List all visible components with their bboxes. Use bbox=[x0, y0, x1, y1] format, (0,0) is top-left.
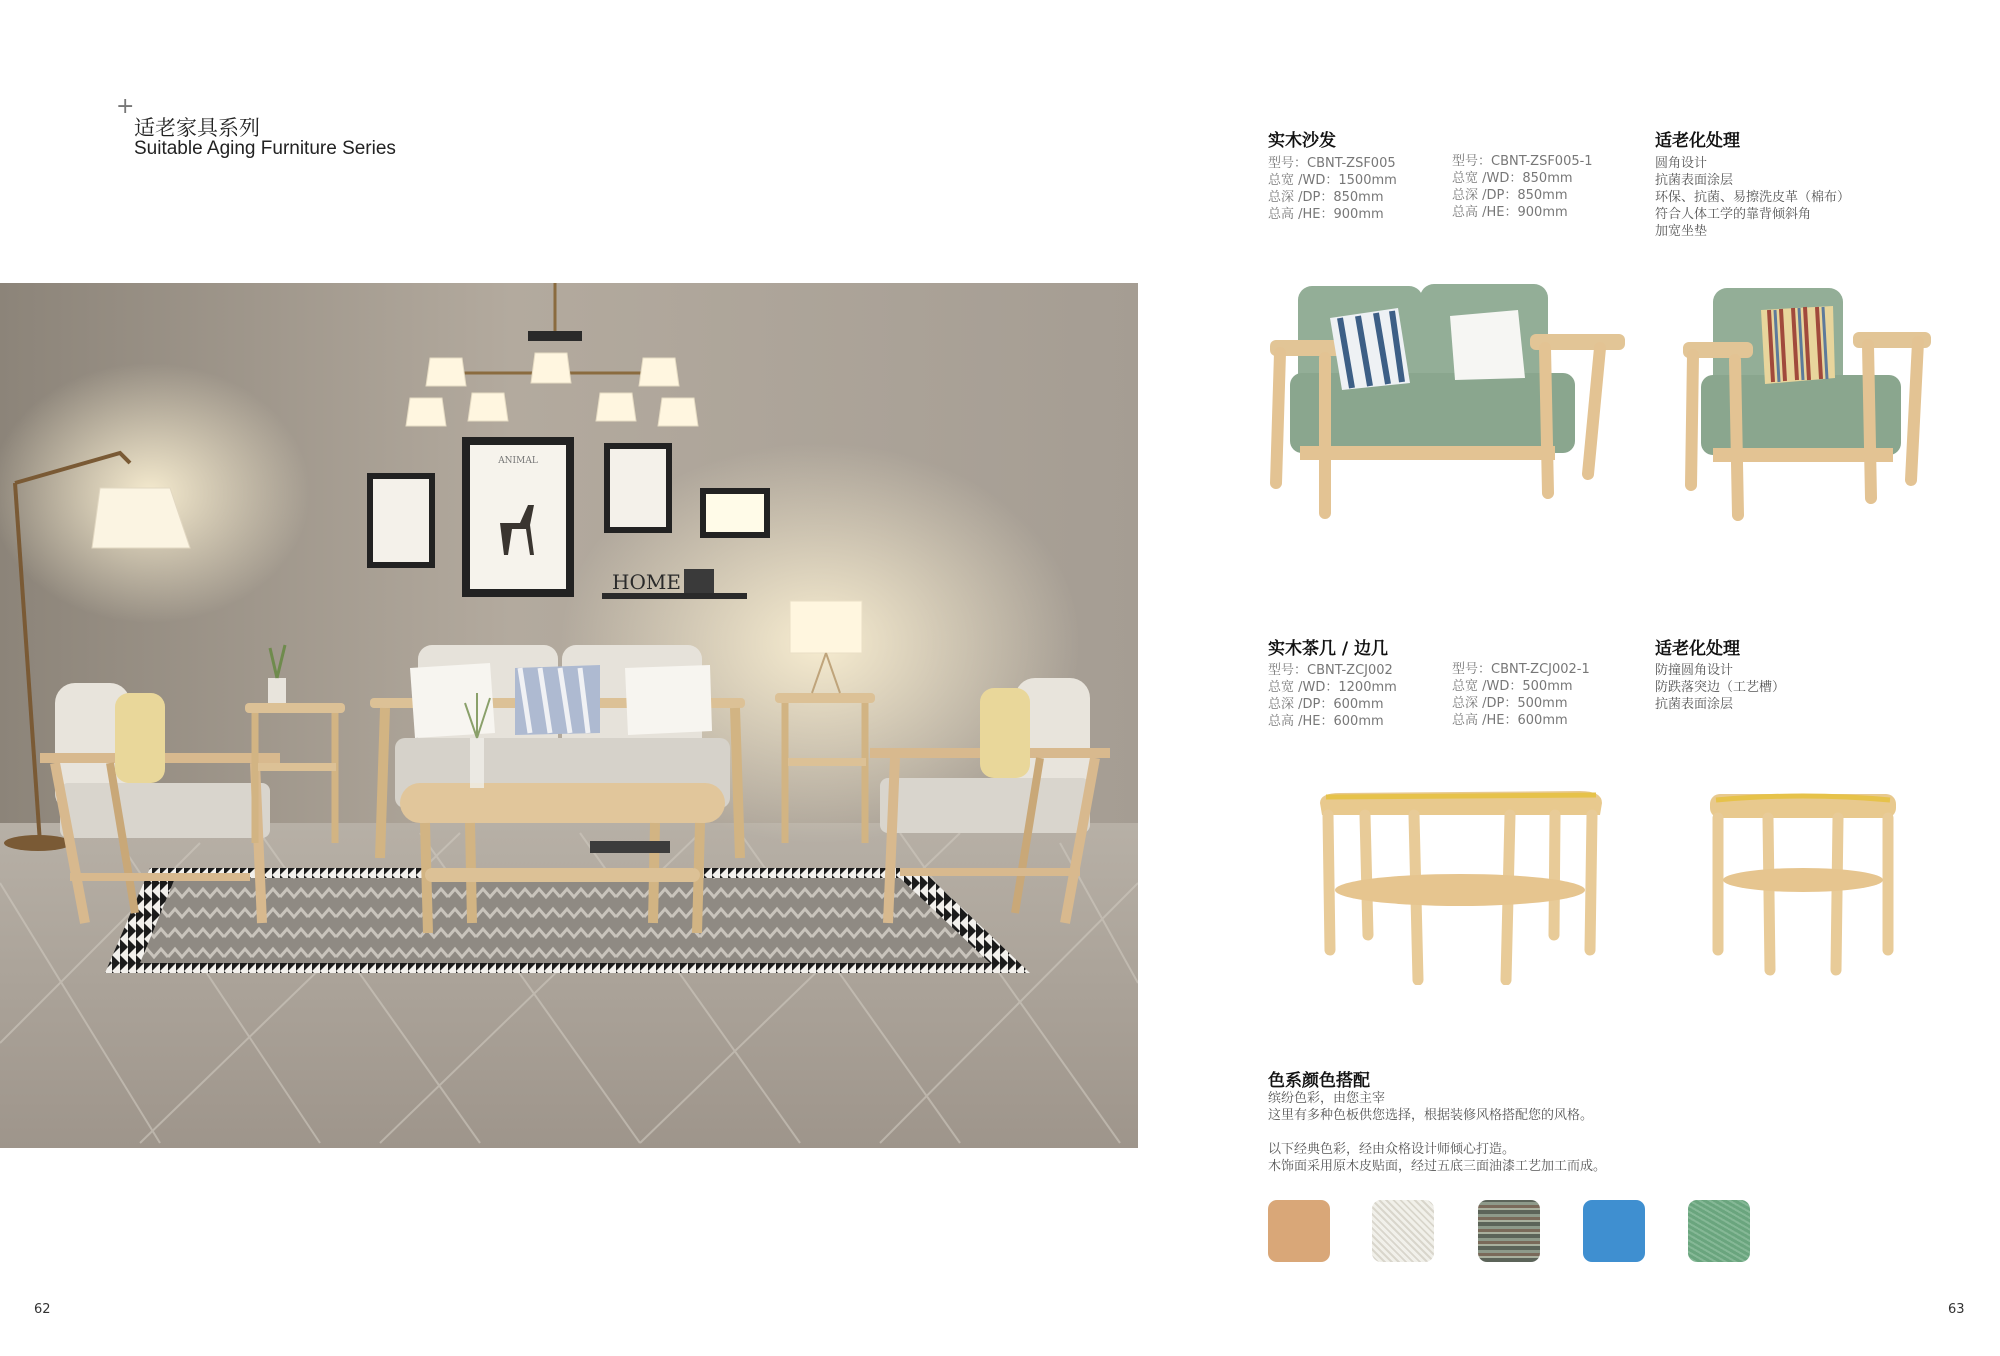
plus-mark: + bbox=[116, 94, 135, 119]
table-spec-model-1 bbox=[1268, 662, 1397, 730]
color-swatch-blue bbox=[1583, 1200, 1645, 1262]
color-swatch-linen bbox=[1372, 1200, 1434, 1262]
spec-line: 型号：CBNT-ZSF005 bbox=[1268, 156, 1396, 171]
sofa-spec-model-1 bbox=[1268, 155, 1397, 223]
treatment-item: 加宽坐垫 bbox=[1655, 224, 1708, 239]
page-number-left: 62 bbox=[34, 1302, 51, 1317]
spec-line: 总深 /DP：600mm bbox=[1268, 697, 1384, 712]
color-section-title: 色系颜色搭配 bbox=[1268, 1071, 1370, 1091]
spec-line: 总深 /DP：850mm bbox=[1452, 188, 1568, 203]
series-title-en: Suitable Aging Furniture Series bbox=[134, 138, 396, 159]
armchair-image bbox=[1683, 280, 1933, 530]
series-title-cn: 适老家具系列 bbox=[134, 116, 260, 140]
poster-text: ANIMAL bbox=[498, 456, 538, 466]
description-line: 木饰面采用原木皮贴面，经过五底三面油漆工艺加工而成。 bbox=[1268, 1159, 1607, 1174]
spec-line: 总高 /HE：900mm bbox=[1268, 207, 1384, 222]
sofa-treatment-list bbox=[1655, 155, 1850, 240]
side-table-image bbox=[1708, 790, 1898, 980]
sofa-section-title: 实木沙发 bbox=[1268, 131, 1336, 151]
sofa-spec-model-2 bbox=[1452, 153, 1593, 221]
loveseat-image bbox=[1270, 278, 1630, 528]
color-swatch-wood bbox=[1268, 1200, 1330, 1262]
table-spec-model-2 bbox=[1452, 661, 1590, 729]
color-swatch-stripe bbox=[1478, 1200, 1540, 1262]
description-line: 缤纷色彩，由您主宰 bbox=[1268, 1091, 1386, 1106]
treatment-item: 防跌落突边（工艺槽） bbox=[1655, 680, 1786, 695]
spec-line: 总高 /HE：900mm bbox=[1452, 205, 1568, 220]
spec-line: 型号：CBNT-ZSF005-1 bbox=[1452, 154, 1593, 169]
home-sign-text: HOME bbox=[612, 570, 681, 594]
spec-line: 总高 /HE：600mm bbox=[1268, 714, 1384, 729]
sofa-treatment-title: 适老化处理 bbox=[1655, 131, 1740, 151]
spec-line: 总深 /DP：500mm bbox=[1452, 696, 1568, 711]
color-description-2 bbox=[1268, 1141, 1606, 1175]
treatment-item: 环保、抗菌、易擦洗皮革（棉布） bbox=[1655, 190, 1851, 205]
spec-line: 总深 /DP：850mm bbox=[1268, 190, 1384, 205]
spec-line: 型号：CBNT-ZCJ002 bbox=[1268, 663, 1393, 678]
treatment-item: 圆角设计 bbox=[1655, 156, 1708, 171]
spec-line: 总宽 /WD：500mm bbox=[1452, 679, 1573, 694]
spec-line: 总宽 /WD：1500mm bbox=[1268, 173, 1397, 188]
spec-line: 总宽 /WD：850mm bbox=[1452, 171, 1573, 186]
treatment-item: 抗菌表面涂层 bbox=[1655, 173, 1734, 188]
coffee-table-image bbox=[1310, 785, 1610, 985]
spec-line: 总宽 /WD：1200mm bbox=[1268, 680, 1397, 695]
table-treatment-list bbox=[1655, 662, 1785, 713]
treatment-item: 符合人体工学的靠背倾斜角 bbox=[1655, 207, 1812, 222]
table-treatment-title: 适老化处理 bbox=[1655, 639, 1740, 659]
treatment-item: 抗菌表面涂层 bbox=[1655, 697, 1734, 712]
spec-line: 总高 /HE：600mm bbox=[1452, 713, 1568, 728]
page-number-right: 63 bbox=[1948, 1302, 1965, 1317]
table-section-title: 实木茶几 / 边几 bbox=[1268, 639, 1389, 659]
color-description-1 bbox=[1268, 1090, 1593, 1124]
description-line: 以下经典色彩，经由众格设计师倾心打造。 bbox=[1268, 1142, 1516, 1157]
living-room-scene-image bbox=[0, 283, 1138, 1148]
spec-line: 型号：CBNT-ZCJ002-1 bbox=[1452, 662, 1590, 677]
color-swatch-green bbox=[1688, 1200, 1750, 1262]
description-line: 这里有多种色板供您选择，根据装修风格搭配您的风格。 bbox=[1268, 1108, 1594, 1123]
treatment-item: 防撞圆角设计 bbox=[1655, 663, 1734, 678]
